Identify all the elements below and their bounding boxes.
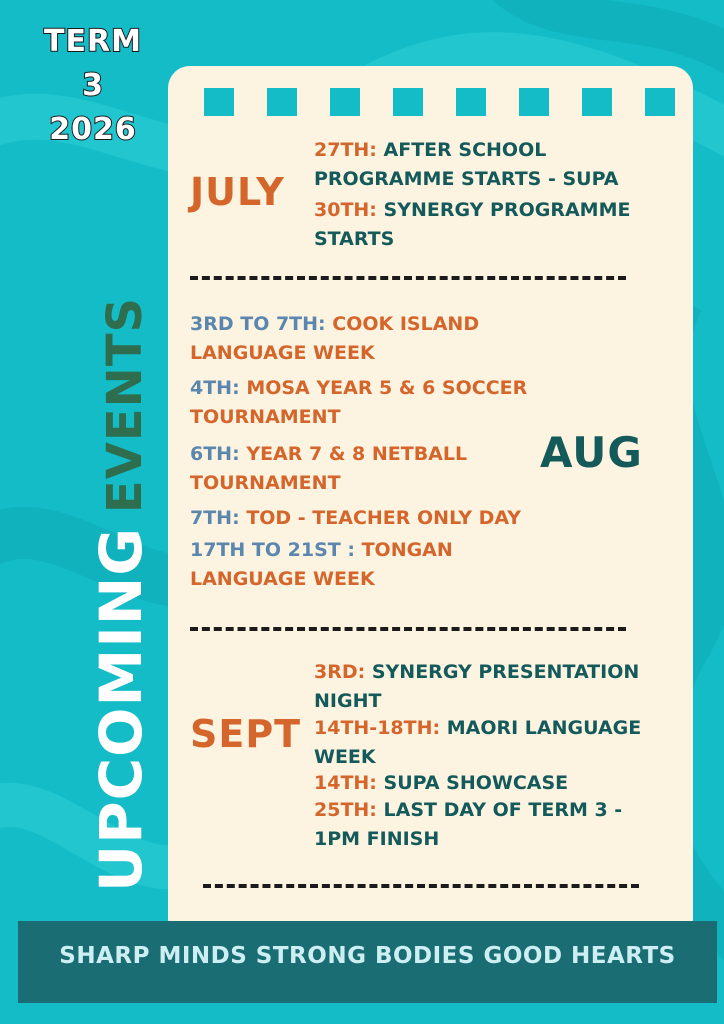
event-text-cont: LANGUAGE WEEK bbox=[190, 568, 375, 590]
event-date: 14TH-18TH: bbox=[314, 717, 441, 739]
term-label: TERM bbox=[44, 24, 142, 59]
term-year: 2026 bbox=[49, 112, 137, 147]
footer-motto: SHARP MINDS STRONG BODIES GOOD HEARTS bbox=[59, 943, 676, 969]
event-text: MOSA YEAR 5 & 6 SOCCER bbox=[246, 377, 528, 399]
footer-banner bbox=[18, 921, 717, 1003]
binding-tab bbox=[582, 88, 612, 116]
event-item bbox=[190, 374, 527, 432]
event-date: 7TH: bbox=[190, 507, 240, 529]
event-text-cont: NIGHT bbox=[314, 690, 382, 712]
term-number: 3 bbox=[82, 68, 104, 103]
binding-tab bbox=[267, 88, 297, 116]
event-text: COOK ISLAND bbox=[332, 313, 480, 335]
event-text: YEAR 7 & 8 NETBALL bbox=[246, 443, 468, 465]
event-date: 3RD: bbox=[314, 661, 366, 683]
event-text: SYNERGY PROGRAMME bbox=[383, 199, 631, 221]
event-text-cont: TOURNAMENT bbox=[190, 406, 341, 428]
month-sept: SEPT bbox=[190, 712, 302, 756]
event-item bbox=[190, 440, 467, 498]
binding-tab bbox=[204, 88, 234, 116]
binding-tab bbox=[393, 88, 423, 116]
binding-tab bbox=[519, 88, 549, 116]
event-item bbox=[314, 769, 568, 798]
event-text-cont: TOURNAMENT bbox=[190, 472, 341, 494]
event-item bbox=[314, 196, 630, 254]
section-divider bbox=[190, 276, 626, 280]
event-date: 17TH TO 21ST : bbox=[190, 539, 355, 561]
event-date: 27TH: bbox=[314, 139, 377, 161]
card-binding-tabs bbox=[204, 88, 672, 116]
event-text-cont: LANGUAGE WEEK bbox=[190, 342, 375, 364]
event-text-cont: STARTS bbox=[314, 228, 395, 250]
event-item bbox=[190, 536, 453, 594]
section-divider bbox=[203, 884, 639, 888]
event-item bbox=[314, 714, 641, 772]
event-text: LAST DAY OF TERM 3 - bbox=[383, 799, 623, 821]
upcoming-events-title bbox=[87, 296, 155, 892]
event-text-cont: WEEK bbox=[314, 746, 376, 768]
title-upcoming: UPCOMING bbox=[87, 527, 155, 892]
event-date: 30TH: bbox=[314, 199, 377, 221]
event-date: 4TH: bbox=[190, 377, 240, 399]
event-date: 3RD TO 7TH: bbox=[190, 313, 326, 335]
binding-tab bbox=[330, 88, 360, 116]
event-item bbox=[314, 136, 618, 194]
event-text: AFTER SCHOOL bbox=[383, 139, 547, 161]
event-text-cont: PROGRAMME STARTS - SUPA bbox=[314, 168, 619, 190]
term-heading bbox=[16, 20, 170, 152]
event-item bbox=[314, 796, 622, 854]
event-item bbox=[314, 658, 639, 716]
event-item bbox=[190, 504, 521, 533]
event-date: 14TH: bbox=[314, 772, 377, 794]
event-text: SYNERGY PRESENTATION bbox=[371, 661, 640, 683]
month-aug: AUG bbox=[540, 428, 643, 477]
event-date: 25TH: bbox=[314, 799, 377, 821]
event-text: TONGAN bbox=[361, 539, 453, 561]
title-events: EVENTS bbox=[97, 296, 153, 514]
month-july: JULY bbox=[190, 170, 285, 214]
event-text: SUPA SHOWCASE bbox=[383, 772, 569, 794]
event-text-cont: 1PM FINISH bbox=[314, 828, 440, 850]
section-divider bbox=[190, 627, 626, 631]
binding-tab bbox=[456, 88, 486, 116]
event-date: 6TH: bbox=[190, 443, 240, 465]
binding-tab bbox=[645, 88, 675, 116]
event-item bbox=[190, 310, 479, 368]
event-text: TOD - TEACHER ONLY DAY bbox=[246, 507, 522, 529]
event-text: MAORI LANGUAGE bbox=[446, 717, 642, 739]
